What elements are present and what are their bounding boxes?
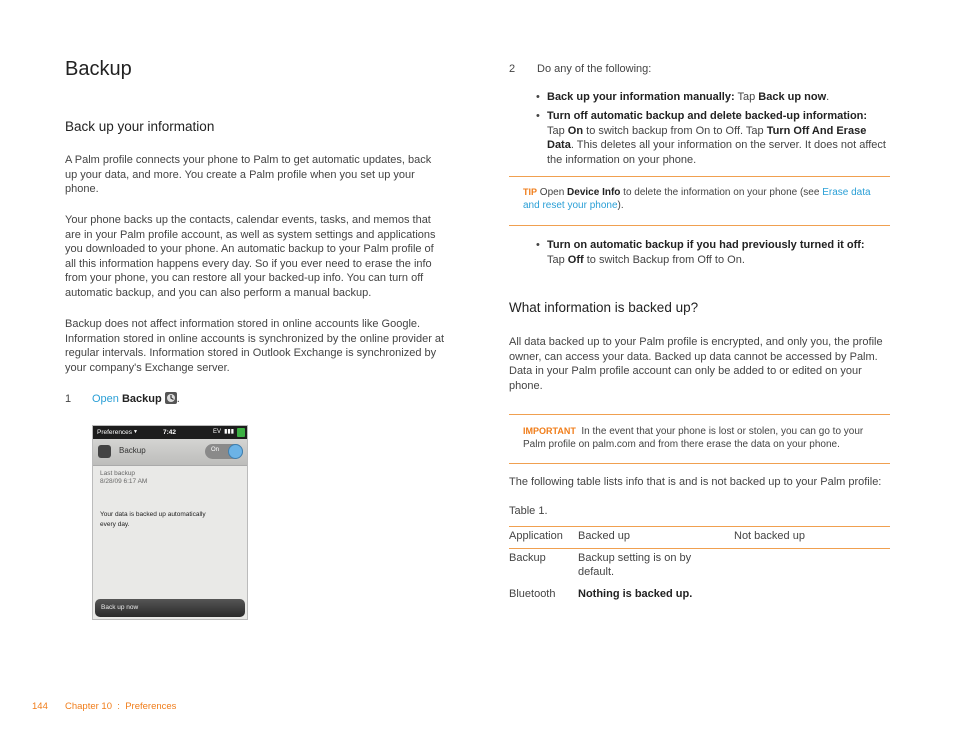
table-header-backed-up: Backed up: [578, 530, 630, 542]
phone-status-bar: [93, 426, 247, 439]
back-up-now-button[interactable]: Back up now: [95, 599, 245, 617]
divider-top-tip: [509, 176, 890, 177]
paragraph-1: A Palm profile connects your phone to Palm to get automatic updates, back up your data, and more. You create a Palm profile when you set up your phone.: [65, 154, 432, 196]
step-2-number: 2: [509, 63, 516, 75]
backup-message-line-2: every day.: [100, 521, 130, 528]
paragraph-4: All data backed up to your Palm profile is encrypted, and only you, the profile owner, can access your data. Backed up data cannot be accessed by Palm. Data in your Palm profile account can only be added to or edited on your phone.: [509, 336, 883, 392]
signal-icon: ▮▮▮: [224, 429, 234, 435]
backup-message-line-1: Your data is backed up automatically: [100, 511, 206, 518]
table-header-application: Application: [509, 530, 563, 542]
table-caption: Table 1.: [509, 505, 548, 517]
table-top-rule: [509, 526, 890, 527]
erase-data-link[interactable]: Erase data and reset your phone: [523, 187, 871, 211]
table-cell: Nothing is backed up.: [578, 588, 693, 600]
paragraph-3: Backup does not affect information stored in online accounts like Google. Information stored in online accounts is synchronized by the online provider at regular intervals. Information stored in Outlook Exchange is synchronized by your company's Exchange server.: [65, 318, 445, 374]
step-1-number: 1: [65, 393, 72, 405]
status-app-name: Preferences: [97, 429, 133, 436]
phone-screenshot: [92, 425, 248, 620]
chapter-footer: Chapter 10 : Preferences: [65, 701, 177, 712]
dropdown-arrow-icon: ▼: [133, 429, 138, 435]
table-cell: Bluetooth: [509, 588, 556, 600]
paragraph-2: Your phone backs up the contacts, calendar events, tasks, and memos that are in your Palm profile account, as well as system settings and applications you downloaded to your phone. An automatic backup to your Palm profile of all this information happens every day. So if you ever need to erase the info from your phone, you can restore all your backed-up info. You can turn off automatic backup, and you can also perform a manual backup.: [65, 214, 436, 299]
page-title: Backup: [65, 58, 132, 80]
network-icon: EV: [212, 429, 221, 435]
divider-bottom-important: [509, 463, 890, 464]
section-title-what-info: What information is backed up?: [509, 300, 699, 315]
battery-icon: [237, 428, 245, 437]
table-header-not-backed-up: Not backed up: [734, 530, 805, 542]
table-header-rule: [509, 548, 890, 549]
divider-bottom-tip: [509, 225, 890, 226]
backup-app-icon: [165, 392, 177, 404]
status-time: 7:42: [163, 429, 177, 436]
important-note: IMPORTANT In the event that your phone is lost or stolen, you can go to your Palm profile on palm.com and from there erase the data on your phone.: [523, 426, 864, 450]
table-cell: Backup setting is on by default.: [578, 552, 692, 578]
step-2-text: Do any of the following:: [537, 63, 652, 75]
backup-icon: [98, 445, 111, 458]
bullet-turn-on-backup: • Turn on automatic backup if you had previously turned it off: Tap Off to switch Backup from Off to On.: [547, 238, 887, 267]
table-cell: Backup: [509, 552, 546, 564]
last-backup-label: Last backup: [100, 470, 136, 477]
tip-note: TIP Open Device Info to delete the information on your phone (see Erase data and reset your phone).: [523, 187, 871, 211]
page-number: 144: [32, 701, 48, 712]
backup-toggle[interactable]: [205, 444, 243, 459]
table-intro: The following table lists info that is and is not backed up to your Palm profile:: [509, 476, 882, 488]
open-link[interactable]: Open: [92, 393, 119, 405]
important-label: IMPORTANT: [523, 426, 576, 436]
phone-header-title: Backup: [119, 446, 146, 455]
last-backup-value: 8/28/09 6:17 AM: [100, 478, 148, 485]
toggle-knob: [228, 444, 243, 459]
bullet-turn-off-backup: • Turn off automatic backup and delete backed-up information: Tap On to switch backup from On to Off. Tap Turn Off And Erase Data. This deletes all your information on the server. It does not affect the information on your phone.: [547, 109, 887, 167]
step-1: Open Backup .: [92, 393, 180, 405]
bullet-manual-backup: • Back up your information manually: Tap Back up now.: [547, 90, 887, 105]
phone-header: [93, 439, 247, 466]
divider-top-important: [509, 414, 890, 415]
tip-label: TIP: [523, 187, 538, 197]
backup-app-name: Backup: [121, 393, 162, 405]
section-title-back-up: Back up your information: [65, 119, 215, 134]
toggle-label: On: [211, 447, 220, 453]
